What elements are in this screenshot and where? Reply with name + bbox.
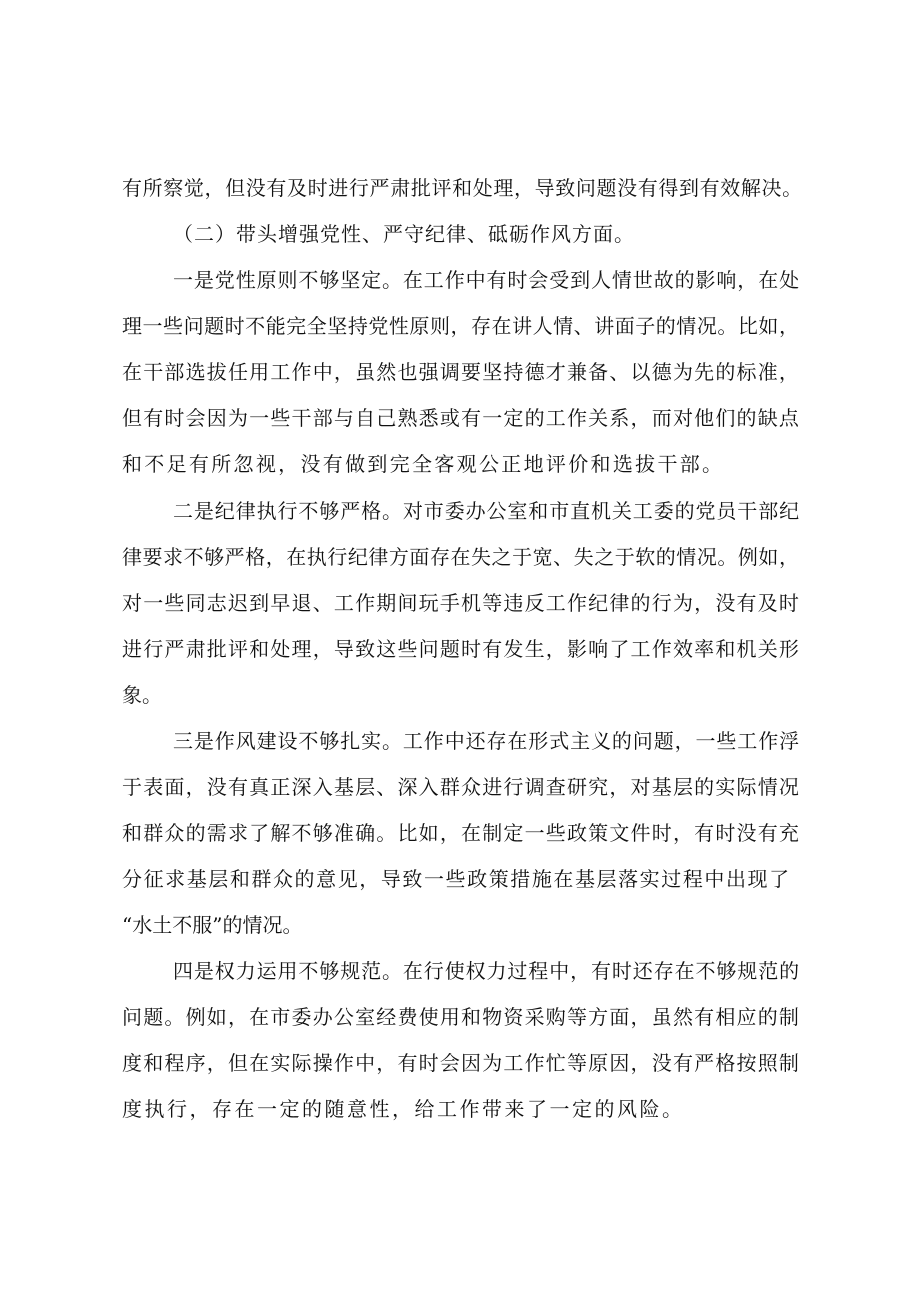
paragraph-2-line-5: 象。 (122, 683, 162, 707)
paragraph-1-line-4: 但有时会因为一些干部与自己熟悉或有一定的工作关系，而对他们的缺点 (122, 406, 801, 430)
paragraph-2-line-2: 律要求不够严格，在执行纪律方面存在失之于宽、失之于软的情况。例如， (122, 545, 800, 569)
continuation-line: 有所察觉，但没有及时进行严肃批评和处理，导致问题没有得到有效解决。 (122, 176, 803, 200)
paragraph-4-line-4: 度执行，存在一定的随意性，给工作带来了一定的风险。 (122, 1097, 685, 1121)
paragraph-1-line-3: 在干部选拔任用工作中，虽然也强调要坚持德才兼备、以德为先的标准， (122, 360, 801, 384)
paragraph-3-line-2: 于表面，没有真正深入基层、深入群众进行调查研究，对基层的实际情况 (122, 775, 801, 799)
paragraph-1-line-2: 理一些问题时不能完全坚持党性原则，存在讲人情、讲面子的情况。比如， (122, 314, 800, 338)
section-heading: （二）带头增强党性、严守纪律、砥砺作风方面。 (173, 222, 635, 246)
paragraph-4-line-2: 问题。例如，在市委办公室经费使用和物资采购等方面，虽然有相应的制 (122, 1005, 801, 1029)
paragraph-3-line-5: “水土不服”的情况。 (122, 913, 303, 937)
paragraph-2-line-4: 进行严肃批评和处理，导致这些问题时有发生，影响了工作效率和机关形 (122, 637, 801, 661)
paragraph-2-line-3: 对一些同志迟到早退、工作期间玩手机等违反工作纪律的行为，没有及时 (122, 591, 801, 615)
paragraph-2-line-1: 二是纪律执行不够严格。对市委办公室和市直机关工委的党员干部纪 (173, 499, 800, 523)
paragraph-3-line-4: 分征求基层和群众的意见，导致一些政策措施在基层落实过程中出现了 (122, 867, 791, 891)
paragraph-4-line-1: 四是权力运用不够规范。在行使权力过程中，有时还存在不够规范的 (173, 959, 800, 983)
paragraph-1-line-5: 和不足有所忽视，没有做到完全客观公正地评价和选拔干部。 (122, 452, 725, 476)
paragraph-4-line-3: 度和程序，但在实际操作中，有时会因为工作忙等原因，没有严格按照制 (122, 1051, 801, 1075)
paragraph-3-line-1: 三是作风建设不够扎实。工作中还存在形式主义的问题，一些工作浮 (173, 729, 800, 753)
paragraph-3-line-3: 和群众的需求了解不够准确。比如，在制定一些政策文件时，有时没有充 (122, 821, 801, 845)
paragraph-1-line-1: 一是党性原则不够坚定。在工作中有时会受到人情世故的影响，在处 (173, 268, 800, 292)
